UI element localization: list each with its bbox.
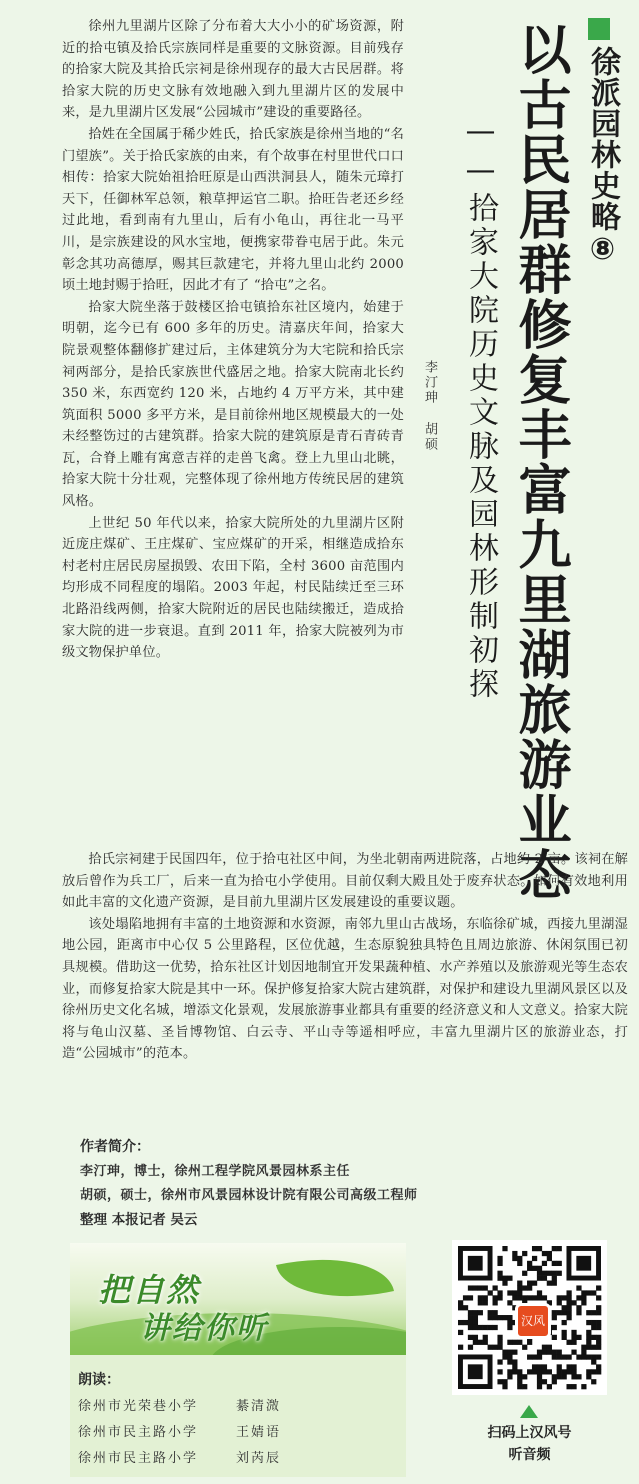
paragraph: 拾姓在全国属于稀少姓氏，拾氏家族是徐州当地的“名门望族”。关于拾氏家族的由来，有个故事在村里世代口口相传：拾家大院始祖拾旺原是山西洪洞县人，随朱元璋打天下，任御林军总领，粮草押运官二职。拾旺告老还乡经过此地，看到南有九里山，后有小龟山，再往北一马平川，是宗族建设的风水宝地，便携家带眷屯居于此。朱元彰念其功高德厚，赐其巨款建宅，并将九里山北约 2000 顷土地封赐于拾旺，因此才有了 “拾屯”之名。 — [62, 126, 404, 294]
qr-caption-sub: 听音频 — [508, 1447, 551, 1463]
article-full-width — [62, 849, 628, 1065]
paragraph: 该处塌陷地拥有丰富的土地资源和水资源，南邻九里山古战场，东临徐矿城，西接九里湖湿地公园，距离市中心仅 5 公里路程，区位优越，生态原貌独具特色且周边旅游、休闲氛围已初具规模。借助这一优势，拾东社区计划因地制宜开发果蔬种植、水产养殖以及旅游观光等生态农业，而修复拾家大院是其中一环。保护修复拾家大院古建筑群，对保护和建设九里湖风景区以及徐州历史文化名城，增添文化景观，发展旅游事业都具有重要的经济意义和人文意义。拾家大院将与龟山汉墓、圣旨博物馆、白云寺、平山寺等遥相呼应，丰富九里湖片区的旅游业态，打造“公园城市”的范本。 — [62, 916, 628, 1062]
paragraph: 拾氏宗祠建于民国四年，位于拾屯社区中间，为坐北朝南两进院落，占地约 2 亩。该祠在解放后曾作为兵工厂，后来一直为拾屯小学使用。目前仅剩大殿且处于废弃状态。如何有效地利用如此丰富的文化遗产资源，是目前九里湖片区发展建设的重要议题。 — [62, 852, 628, 911]
audio-banner — [70, 1243, 406, 1355]
reader-row — [78, 1395, 282, 1414]
reader-school: 徐州市民主路小学 — [78, 1451, 199, 1466]
editor-credit: 整理 本报记者 吴云 — [80, 1212, 198, 1228]
qr-code[interactable] — [452, 1240, 607, 1395]
article-column — [62, 16, 404, 664]
reader-name: 刘芮辰 — [236, 1451, 282, 1466]
reader-row — [78, 1447, 282, 1466]
banner-title-line2: 讲给你听 — [140, 1311, 268, 1346]
arrow-up-icon — [520, 1405, 538, 1418]
reading-heading: 朗读： — [78, 1372, 120, 1388]
series-marker — [588, 18, 610, 40]
article-title: 以古民居群修复丰富九里湖旅游业态 — [510, 22, 571, 902]
leaf-icon — [276, 1243, 394, 1314]
reader-school: 徐州市光荣巷小学 — [78, 1399, 199, 1414]
author-byline: 李汀珅 胡硕 — [422, 360, 437, 452]
bio-heading: 作者简介： — [80, 1139, 150, 1155]
reader-school: 徐州市民主路小学 — [78, 1425, 199, 1440]
series-label: 徐派园林史略⑧ — [585, 46, 620, 268]
article-subtitle: ——拾家大院历史文脉及园林形制初探 — [463, 114, 498, 702]
qr-caption: 扫码上汉风号 — [487, 1425, 572, 1441]
app-logo-icon: 汉风 — [515, 1303, 551, 1339]
bio-line: 李汀珅，博士，徐州工程学院风景园林系主任 — [80, 1164, 351, 1179]
paragraph: 拾家大院坐落于鼓楼区拾屯镇拾东社区境内，始建于明朝，迄今已有 600 多年的历史。清嘉庆年间，拾家大院景观整体翻修扩建过后，主体建筑分为大宅院和拾氏宗祠两部分，是拾氏家族世代盛居之地。拾家大院南北长约 350 米，东西宽约 120 米，占地约 4 万平方米，其中建筑面积 5000 多平方米，是目前徐州地区规模最大的一处未经整饬过的古建筑群。拾家大院的建筑原是青石青砖青瓦，合脊上雕有寓意吉祥的走兽飞禽。登上九里山北眺，拾家大院十分壮观，完整体现了徐州地方传统民居的建筑风格。 — [62, 299, 404, 510]
paragraph: 上世纪 50 年代以来，拾家大院所处的九里湖片区附近庞庄煤矿、王庄煤矿、宝应煤矿的开采，相继造成拾东村老村庄居民房屋损毁、农田下陷，全村 3600 亩范围内均形成不同程度的塌陷。2003 年起，村民陆续迁至三环北路沿线两侧，拾家大院附近的居民也陆续搬迁，造成拾家大院的进一步衰退。直到 2011 年，拾家大院被列为市级文物保护单位。 — [62, 515, 404, 661]
banner-title-line1: 把自然 — [98, 1271, 201, 1309]
reading-credits — [70, 1355, 406, 1477]
reader-name: 王婧语 — [236, 1425, 282, 1440]
bio-line: 胡硕，硕士，徐州市风景园林设计院有限公司高级工程师 — [80, 1188, 418, 1203]
reader-name: 綦清溦 — [236, 1399, 282, 1414]
reader-row — [78, 1421, 282, 1440]
paragraph: 徐州九里湖片区除了分布着大大小小的矿场资源，附近的拾屯镇及拾氏宗族同样是重要的文脉资源。目前残存的拾家大院及其拾氏宗祠是徐州现存的最大古民居群。将拾家大院的历史文脉有效地融入到九里湖片区的发展中来，是九里湖片区发展“公园城市”建设的重要路径。 — [62, 19, 404, 121]
